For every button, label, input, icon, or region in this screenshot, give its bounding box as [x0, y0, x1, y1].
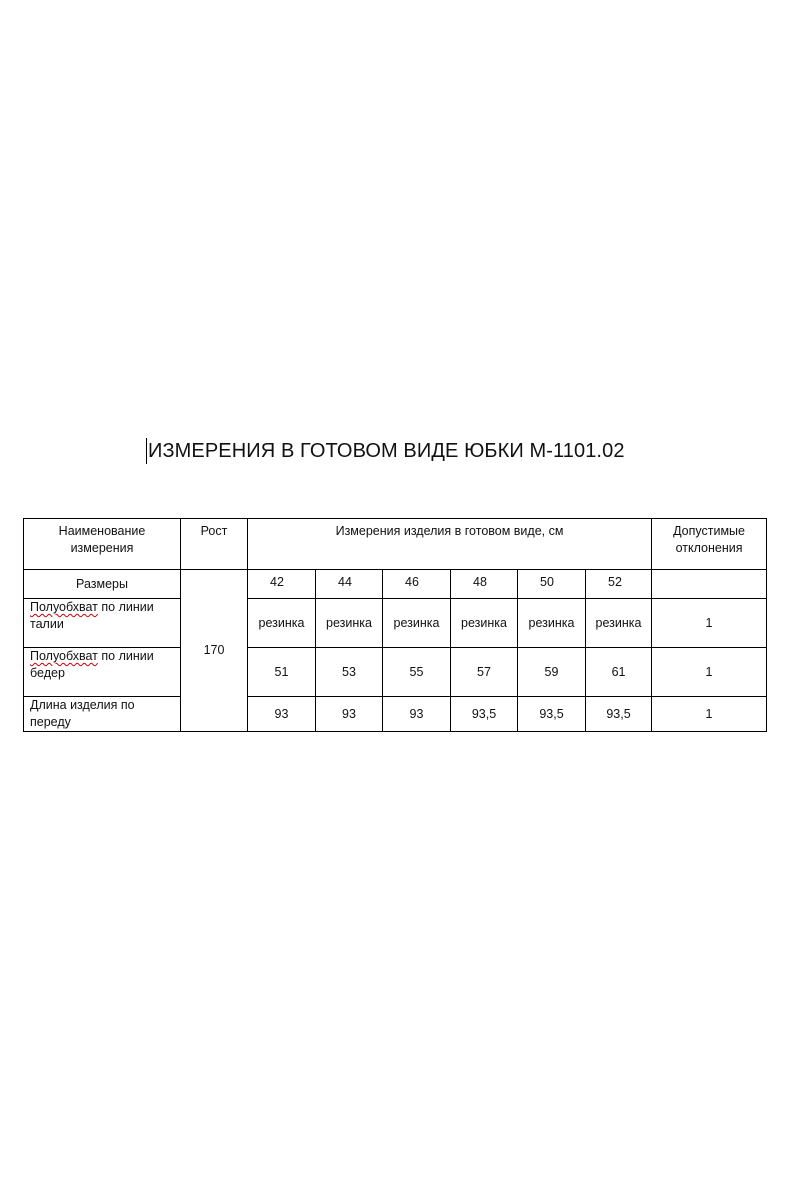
value-cell: 93,5: [586, 697, 652, 732]
row-label: [24, 599, 181, 648]
value-cell: 57: [451, 648, 518, 697]
value-cell: 93: [316, 697, 383, 732]
value-cell: 93: [383, 697, 451, 732]
row-label-rest: по линии бедер: [30, 649, 154, 680]
value-cell: 93,5: [518, 697, 586, 732]
row-label-rest: Длина изделия по переду: [30, 698, 135, 729]
sizes-label: Размеры: [24, 570, 181, 599]
value-cell: резинка: [383, 599, 451, 648]
value-cell: резинка: [451, 599, 518, 648]
table-row: [24, 599, 767, 648]
value-cell: 93,5: [451, 697, 518, 732]
value-cell: 93: [248, 697, 316, 732]
size-cell: 50: [518, 570, 586, 599]
empty-cell: [652, 570, 767, 599]
tolerance-cell: 1: [652, 599, 767, 648]
value-cell: резинка: [316, 599, 383, 648]
header-measurements: Измерения изделия в готовом виде, см: [248, 519, 652, 570]
document-title: ИЗМЕРЕНИЯ В ГОТОВОМ ВИДЕ ЮБКИ М-1101.02: [148, 440, 625, 462]
value-cell: 51: [248, 648, 316, 697]
table-row: [24, 697, 767, 732]
size-cell: 52: [586, 570, 652, 599]
tolerance-cell: 1: [652, 648, 767, 697]
value-cell: резинка: [248, 599, 316, 648]
header-tolerance: Допустимые отклонения: [652, 519, 767, 570]
value-cell: 61: [586, 648, 652, 697]
size-cell: 48: [451, 570, 518, 599]
spellcheck-word: Полуобхват: [30, 600, 98, 614]
header-name: Наименование измерения: [24, 519, 181, 570]
measurements-table: [23, 518, 767, 732]
row-label: [24, 697, 181, 732]
value-cell: 53: [316, 648, 383, 697]
value-cell: 55: [383, 648, 451, 697]
row-label-rest: по линии талии: [30, 600, 154, 631]
row-label: [24, 648, 181, 697]
rost-value: 170: [181, 570, 248, 732]
value-cell: резинка: [586, 599, 652, 648]
tolerance-cell: 1: [652, 697, 767, 732]
size-cell: 46: [383, 570, 451, 599]
table-header-row: [24, 519, 767, 570]
sizes-row: [24, 570, 767, 599]
text-cursor: [146, 438, 147, 464]
value-cell: резинка: [518, 599, 586, 648]
spellcheck-word: Полуобхват: [30, 649, 98, 663]
size-cell: 42: [248, 570, 316, 599]
table-row: [24, 648, 767, 697]
value-cell: 59: [518, 648, 586, 697]
header-rost: Рост: [181, 519, 248, 570]
size-cell: 44: [316, 570, 383, 599]
